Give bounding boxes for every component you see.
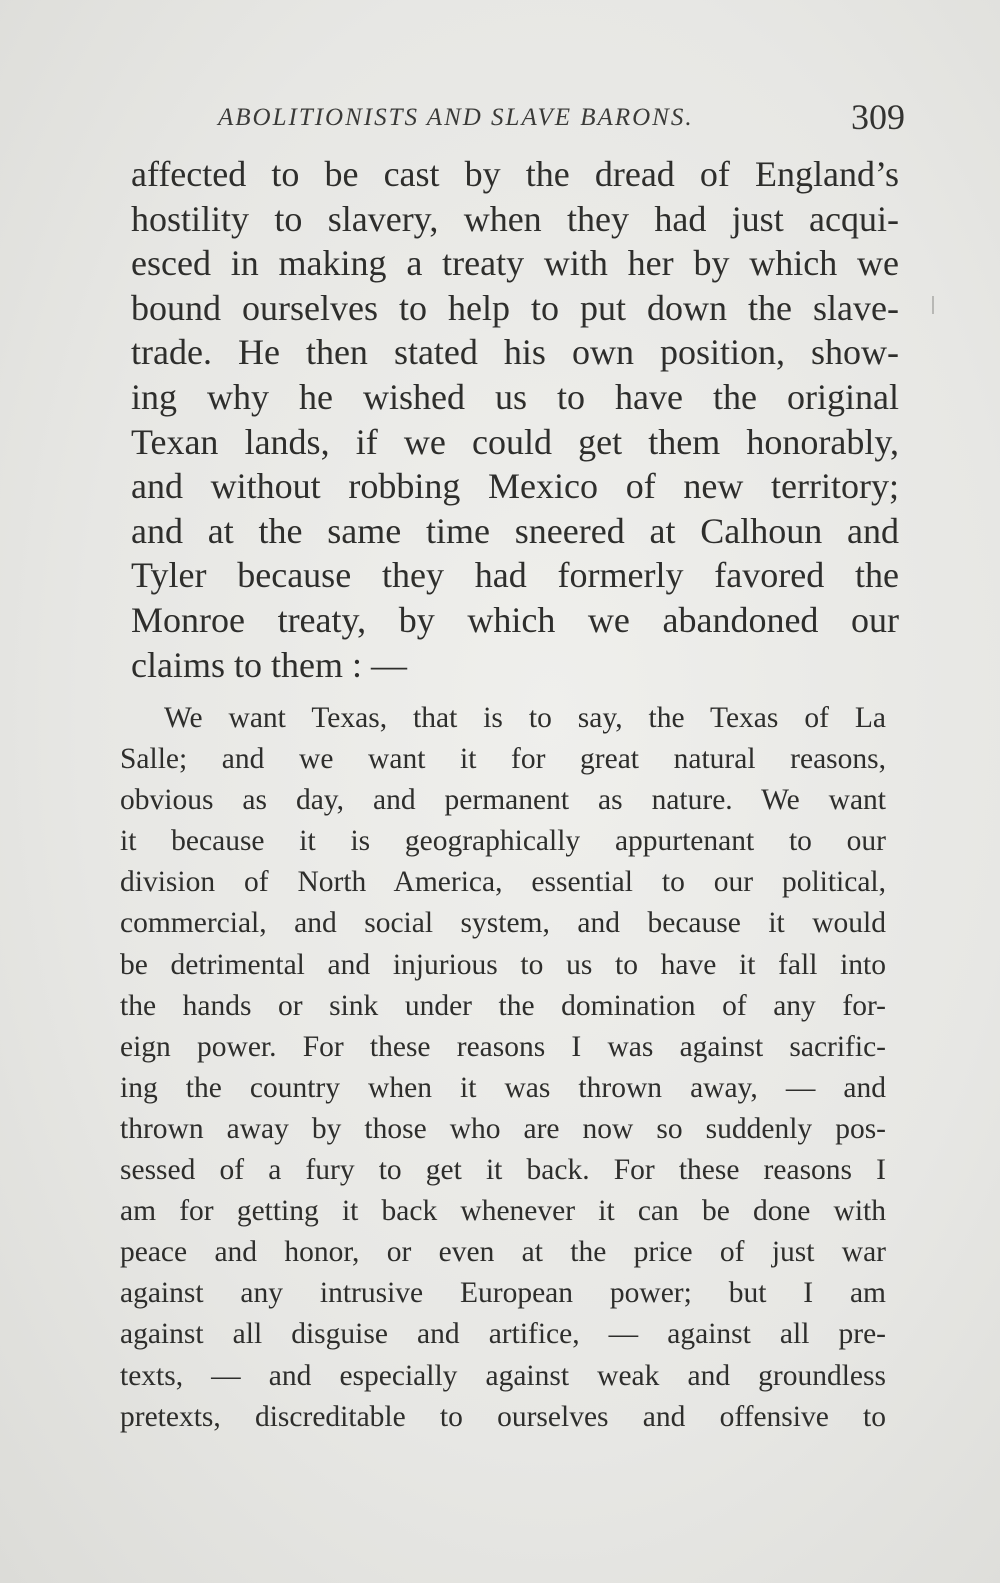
text-line: claims to them : —: [131, 644, 407, 685]
text-line: bound ourselves to help to put down the slave-: [131, 287, 899, 328]
running-head: [130, 96, 905, 140]
text-line: Texan lands, if we could get them honorably,: [131, 421, 899, 462]
quote-line: it because it is geographically appurtenant to our: [120, 825, 886, 858]
margin-mark: [932, 296, 934, 314]
text-line: and at the same time sneered at Calhoun and: [131, 510, 899, 551]
quote-line: thrown away by those who are now so suddenly pos-: [120, 1112, 886, 1145]
text-line: affected to be cast by the dread of England’s: [131, 154, 899, 194]
quote-line: be detrimental and injurious to us to have it fall into: [120, 948, 886, 981]
quote-line: division of North America, essential to our political,: [120, 866, 886, 899]
quote-line: commercial, and social system, and because it would: [120, 907, 886, 940]
block-quote: [120, 698, 886, 1438]
quote-line: the hands or sink under the domination of any for-: [120, 989, 886, 1022]
quote-line: peace and honor, or even at the price of just war: [120, 1236, 886, 1269]
quote-line: Salle; and we want it for great natural reasons,: [120, 743, 886, 776]
quote-line: obvious as day, and permanent as nature. We want: [120, 784, 886, 817]
text-line: and without robbing Mexico of new territory;: [131, 466, 899, 507]
text-line: trade. He then stated his own position, show-: [131, 332, 899, 373]
text-line: Monroe treaty, by which we abandoned our: [131, 599, 899, 640]
quote-line: texts, — and especially against weak and groundless: [120, 1359, 886, 1392]
quote-line: against all disguise and artifice, — against all pre-: [120, 1318, 886, 1351]
text-line: esced in making a treaty with her by which we: [131, 243, 899, 284]
running-title: ABOLITIONISTS AND SLAVE BARONS.: [218, 104, 694, 131]
quote-line: am for getting it back whenever it can be done with: [120, 1195, 886, 1228]
quote-line: ing the country when it was thrown away, — and: [120, 1071, 886, 1104]
quote-line: pretexts, discreditable to ourselves and offensive to: [120, 1400, 886, 1433]
body-paragraph: [131, 152, 899, 687]
quote-line: eign power. For these reasons I was against sacrific-: [120, 1030, 886, 1063]
text-line: ing why he wished us to have the original: [131, 376, 899, 417]
page-number: 309: [851, 97, 905, 137]
quote-line: We want Texas, that is to say, the Texas of La: [164, 702, 886, 734]
quote-line: against any intrusive European power; but I am: [120, 1277, 886, 1310]
quote-line: sessed of a fury to get it back. For these reasons I: [120, 1154, 886, 1187]
text-line: hostility to slavery, when they had just acqui-: [131, 198, 899, 239]
text-line: Tyler because they had formerly favored the: [131, 555, 899, 596]
